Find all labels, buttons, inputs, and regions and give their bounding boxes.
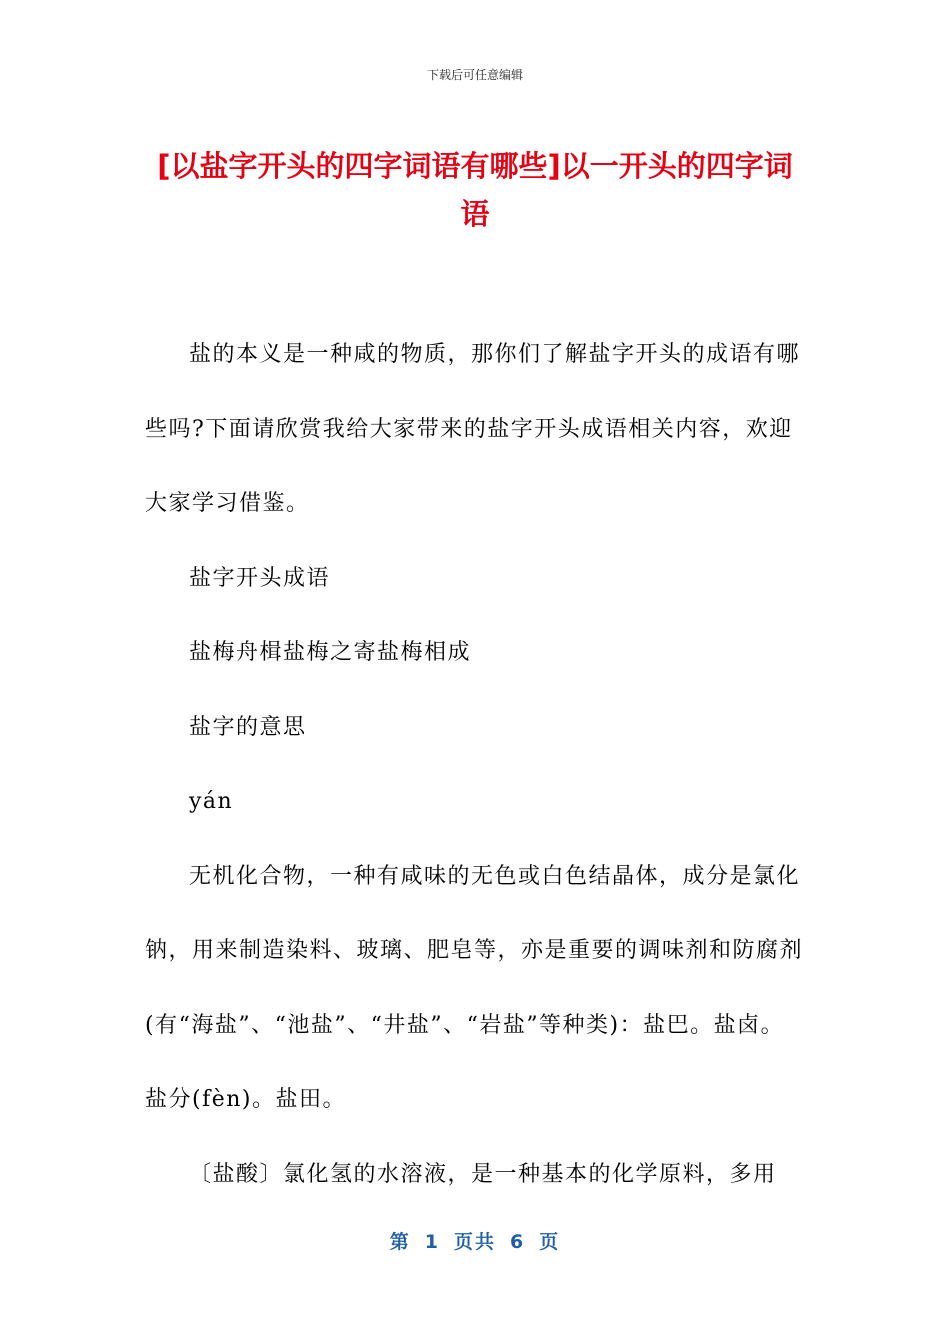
document-body	[145, 318, 805, 1212]
paragraph-intro: 盐的本义是一种咸的物质，那你们了解盐字开头的成语有哪些吗?下面请欣赏我给大家带来的盐字开头成语相关内容，欢迎大家学习借鉴。	[145, 342, 801, 516]
paragraph-hydrochloric: 〔盐酸〕氯化氢的水溶液，是一种基本的化学原料，多用	[189, 1161, 777, 1187]
footer-current-page: 1	[424, 1231, 440, 1253]
footer-label-of: 页共	[453, 1231, 496, 1253]
paragraph-heading-meaning: 盐字的意思	[189, 714, 307, 740]
footer-total-pages: 6	[510, 1231, 526, 1253]
paragraph-idioms-list: 盐梅舟楫盐梅之寄盐梅相成	[189, 640, 472, 665]
paragraph-definition: 无机化合物，一种有咸味的无色或白色结晶体，成分是氯化钠，用来制造染料、玻璃、肥皂等，亦是重要的调味剂和防腐剂(有“海盐”、“池盐”、“井盐”、“岩盐”等种类)：盐巴。盐卤。盐分(fèn)。盐田。	[145, 863, 804, 1112]
paragraph-heading-idioms: 盐字开头成语	[189, 565, 331, 591]
paragraph-pinyin: yán	[189, 789, 234, 814]
page-footer	[0, 1227, 950, 1254]
footer-label-end: 页	[539, 1231, 561, 1253]
header-note: 下载后可任意编辑	[426, 68, 523, 82]
footer-label-page: 第	[389, 1231, 411, 1253]
document-title: [以盐字开头的四字词语有哪些]以一开头的四字词语	[157, 149, 793, 231]
